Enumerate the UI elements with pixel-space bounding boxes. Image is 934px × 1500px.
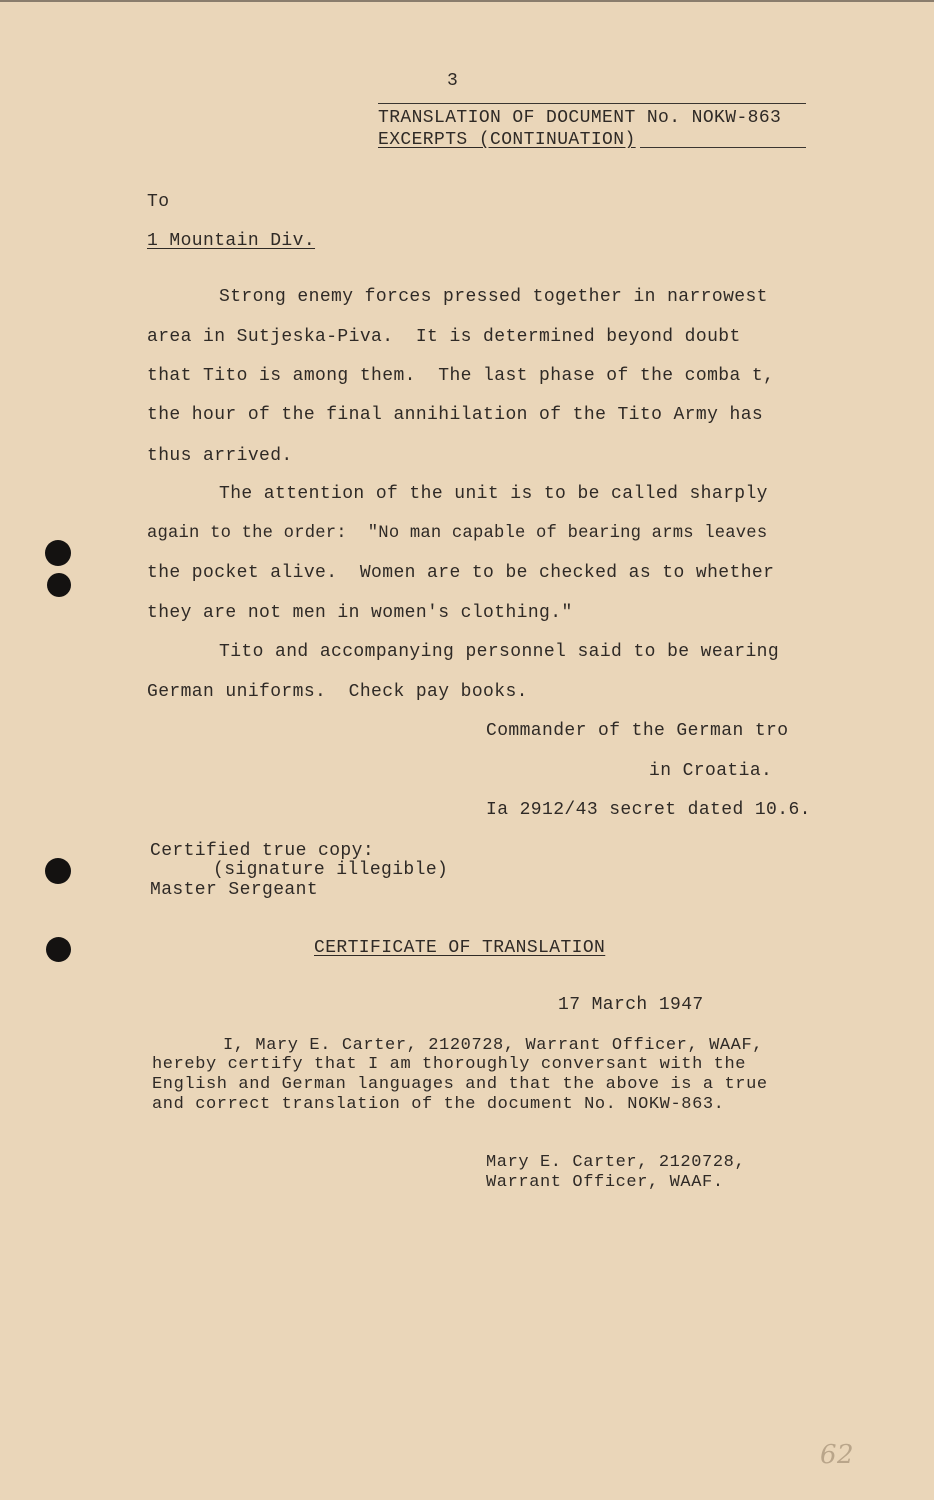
certificate-title: CERTIFICATE OF TRANSLATION	[314, 938, 606, 958]
top-edge-line	[0, 0, 934, 2]
letter-line: Strong enemy forces pressed together in narrowest	[219, 287, 768, 307]
header-bottom-rule	[640, 147, 806, 148]
translator-signature-name: Mary E. Carter, 2120728,	[486, 1153, 746, 1172]
recipient: 1 Mountain Div.	[147, 231, 316, 251]
letter-line: again to the order: "No man capable of bearing arms leaves	[147, 524, 768, 543]
letter-line: German uniforms. Check pay books.	[147, 682, 528, 702]
letter-line: that Tito is among them. The last phase of the comba t,	[147, 366, 775, 386]
letter-line: area in Sutjeska-Piva. It is determined beyond doubt	[147, 327, 741, 347]
certificate-body-line: I, Mary E. Carter, 2120728, Warrant Officer, WAAF,	[223, 1036, 764, 1055]
letter-line: Tito and accompanying personnel said to be wearing	[219, 642, 780, 662]
signature-location: in Croatia.	[649, 761, 773, 781]
certificate-date: 17 March 1947	[558, 995, 704, 1015]
translator-signature-rank: Warrant Officer, WAAF.	[486, 1173, 724, 1192]
letter-line: the hour of the final annihilation of the Tito Army has	[147, 405, 764, 425]
page-number: 3	[447, 71, 459, 91]
certificate-body-line: English and German languages and that the above is a true	[152, 1075, 768, 1094]
punch-hole	[46, 937, 71, 962]
margin-note: 62	[820, 1440, 854, 1470]
certified-copy-rank: Master Sergeant	[150, 880, 319, 900]
punch-hole	[47, 573, 71, 597]
certificate-body-line: and correct translation of the document No. NOKW-863.	[152, 1095, 725, 1114]
header-top-rule	[378, 103, 806, 104]
header-title: TRANSLATION OF DOCUMENT No. NOKW-863	[378, 108, 782, 128]
header-subtitle: EXCERPTS (CONTINUATION)	[378, 130, 636, 150]
punch-hole	[45, 858, 71, 884]
certified-copy-signature: (signature illegible)	[213, 860, 449, 880]
punch-hole	[45, 540, 71, 566]
signature-reference: Ia 2912/43 secret dated 10.6.	[486, 800, 811, 820]
signature-commander: Commander of the German tro	[486, 721, 789, 741]
certified-copy-label: Certified true copy:	[150, 841, 375, 861]
letter-line: the pocket alive. Women are to be checked as to whether	[147, 563, 775, 583]
letter-line: they are not men in women's clothing."	[147, 603, 573, 623]
certificate-body-line: hereby certify that I am thoroughly conversant with the	[152, 1055, 747, 1074]
to-label: To	[147, 192, 170, 212]
letter-line: thus arrived.	[147, 446, 293, 466]
letter-line: The attention of the unit is to be called sharply	[219, 484, 768, 504]
